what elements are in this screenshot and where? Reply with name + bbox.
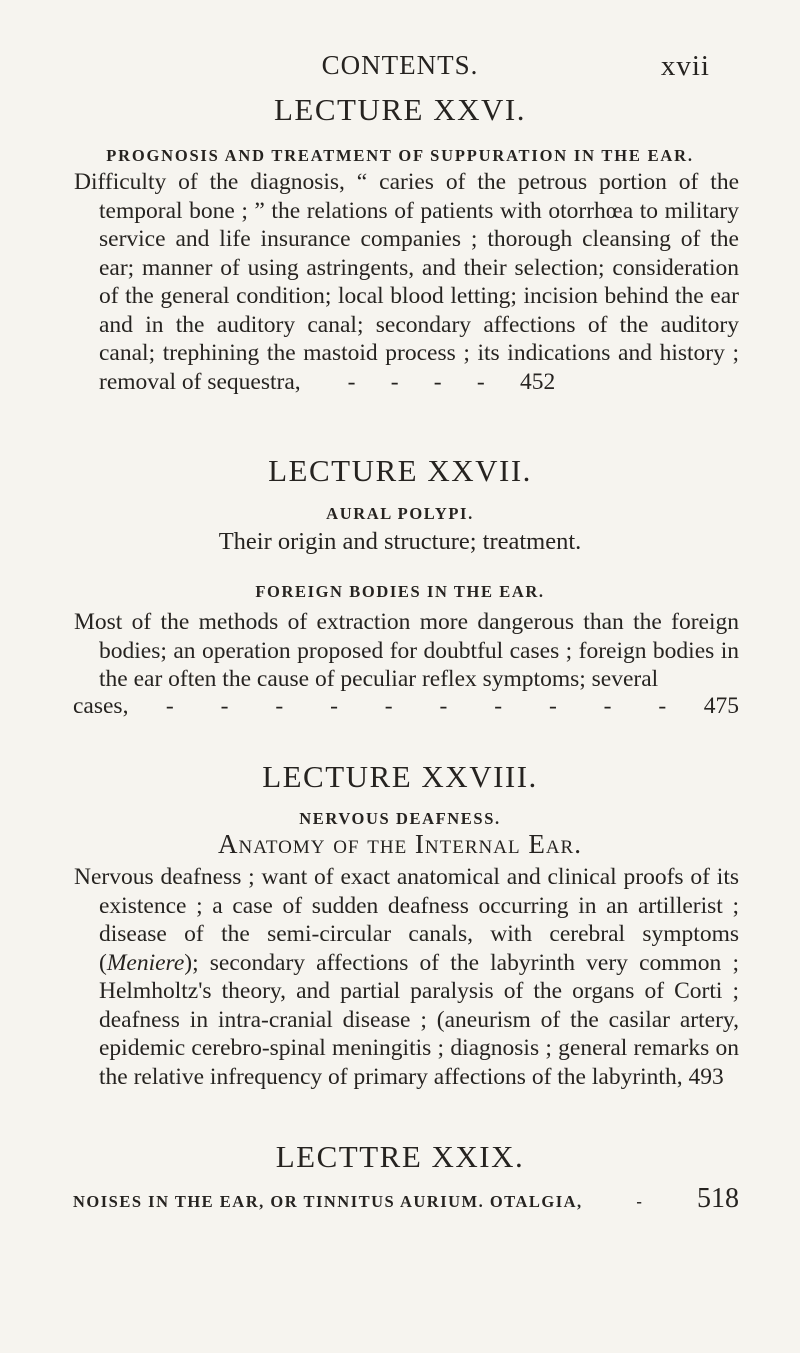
entry-last-word: cases, bbox=[73, 693, 129, 719]
lecture-subtitle: AURAL POLYPI. bbox=[326, 504, 474, 523]
lecture-title: LECTURE XXVII. bbox=[268, 453, 532, 488]
entry-line bbox=[73, 1183, 739, 1215]
page-reference: 475 bbox=[703, 693, 739, 719]
lecture-subtitle: NERVOUS DEAFNESS. bbox=[299, 809, 501, 828]
lecture-title: LECTURE XXVIII. bbox=[262, 759, 538, 794]
lecture-title: LECTURE XXVI. bbox=[274, 92, 526, 127]
page-reference: 452 bbox=[519, 368, 556, 395]
summary-text-a: Nervous deafness ; want of exact anatomical and clinical proofs of its existence ; a case of sudden deafness occurring in an artillerist ; disease of the semi-circular canals, with cerebral symptoms ( bbox=[74, 864, 739, 976]
summary-text-b: ); secondary affections of the labyrinth very common ; Helmholtz's theory, and partial paralysis of the organs of Corti ; deafness in intra-cranial disease ; (aneurism of the casilar artery, epidemic cerebro-spinal meningitis ; diagnosis ; general remarks on the relative infrequency of primary affections of the labyrinth, bbox=[99, 949, 739, 1090]
running-head-title: CONTENTS. bbox=[321, 50, 479, 80]
lecture-subtitle: NOISES IN THE EAR, OR TINNITUS AURIUM. OTALGIA, bbox=[73, 1192, 583, 1211]
entry-line bbox=[73, 693, 739, 720]
lecture-title: LECTTRE XXIX. bbox=[275, 1139, 525, 1174]
leader-dots: - - - - - - - - - - bbox=[165, 693, 667, 719]
lecture-subtitle: PROGNOSIS AND TREATMENT OF SUPPURATION IN THE EAR. bbox=[106, 146, 694, 165]
page-reference: 518 bbox=[697, 1183, 739, 1214]
summary-italic: Meniere bbox=[106, 949, 185, 976]
lecture-line: Their origin and structure; treatment. bbox=[218, 528, 582, 555]
running-head bbox=[0, 50, 800, 84]
running-head-page-number: xvii bbox=[660, 50, 710, 82]
lecture-summary bbox=[74, 168, 739, 396]
leader-dash: - bbox=[636, 1192, 644, 1211]
section-heading: Anatomy of the Internal Ear. bbox=[218, 829, 582, 859]
lecture-summary bbox=[74, 863, 739, 1091]
lecture-subtitle-2: FOREIGN BODIES IN THE EAR. bbox=[255, 582, 545, 601]
lecture-summary: Most of the methods of extraction more dangerous than the foreign bodies; an operation proposed for doubtful cases ; foreign bodies in the ear often the cause of peculiar reflex symptoms; several bbox=[74, 609, 739, 692]
page-reference: 493 bbox=[688, 1063, 724, 1090]
summary-text: Difficulty of the diagnosis, “ caries of the petrous portion of the temporal bone ; ” the relations of patients with otorrhœa to military service and life insurance companies ; thorough cleansing of the ear; manner of using astringents, and their selection; consideration of the general condition; local blood letting; incision behind the ear and in the auditory canal; secondary affections of the auditory canal; trephining the mastoid process ; its indications and history ; removal of sequestra, bbox=[74, 169, 739, 395]
leader-dots: - - - - bbox=[306, 368, 520, 395]
